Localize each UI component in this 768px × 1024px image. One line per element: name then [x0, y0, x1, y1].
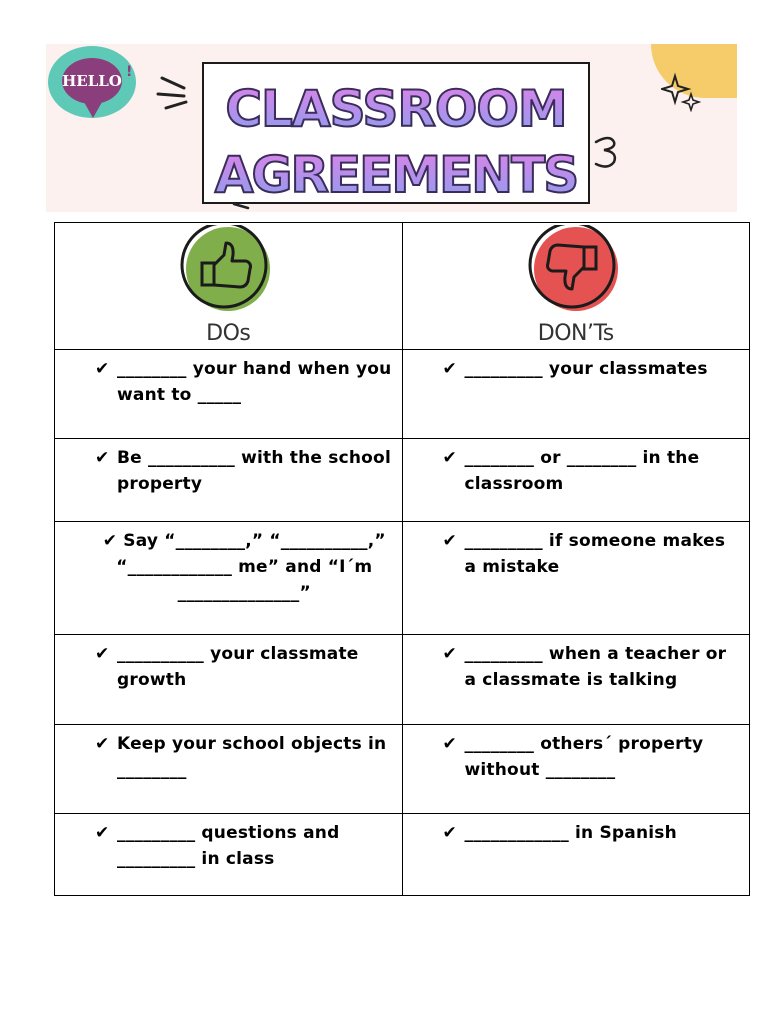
dash-lines-decoration [230, 200, 270, 214]
dont-text: _________ your classmates [464, 359, 708, 379]
do-text: __________ your classmate growth [117, 644, 359, 690]
title-line-2: AGREEMENTS [214, 146, 578, 202]
check-icon: ✔ [95, 823, 110, 843]
dos-header-cell [55, 223, 403, 350]
check-icon: ✔ [442, 644, 457, 664]
check-icon: ✔ [442, 734, 457, 754]
dont-text: ____________ in Spanish [464, 823, 677, 843]
hello-text: HELLO [62, 58, 122, 104]
do-text: Say “________,” “__________,” “____________ me” and “I´m ______________” [116, 531, 386, 603]
dont-cell [402, 635, 750, 725]
check-icon: ✔ [95, 448, 110, 468]
dont-text: ________ others´ property without ________ [464, 734, 704, 780]
check-icon: ✔ [442, 531, 457, 551]
dos-label: DOs [206, 321, 251, 346]
check-icon: ✔ [95, 734, 110, 754]
thumbs-down-icon [528, 225, 624, 319]
do-text: _________ questions and _________ in class [117, 823, 340, 869]
hello-exclamation: ! [126, 64, 133, 80]
title-graphic [204, 64, 588, 202]
do-text: Be __________ with the school property [117, 448, 391, 494]
do-cell [55, 725, 403, 814]
do-text: ________ your hand when you want to _____ [117, 359, 392, 405]
table-row [55, 439, 750, 522]
table-row [55, 522, 750, 635]
dont-cell [402, 725, 750, 814]
dont-cell [402, 439, 750, 522]
table-row [55, 725, 750, 814]
check-icon: ✔ [442, 823, 457, 843]
dont-cell [402, 522, 750, 635]
header-banner [46, 44, 737, 212]
agreements-table [54, 222, 750, 896]
dont-cell [402, 814, 750, 896]
do-cell [55, 522, 403, 635]
do-cell [55, 350, 403, 439]
title-box [202, 62, 590, 204]
check-icon: ✔ [442, 359, 457, 379]
check-icon: ✔ [95, 644, 110, 664]
hello-bubble-icon [48, 46, 136, 118]
donts-header-cell [402, 223, 750, 350]
burst-lines-icon [154, 72, 198, 112]
do-cell [55, 635, 403, 725]
dont-text: ________ or ________ in the classroom [464, 448, 700, 494]
table-row [55, 635, 750, 725]
dont-text: _________ if someone makes a mistake [464, 531, 726, 577]
do-cell [55, 439, 403, 522]
check-icon: ✔ [442, 448, 457, 468]
thumbs-up-icon [180, 225, 276, 319]
do-text: Keep your school objects in ________ [117, 734, 387, 780]
table-row [55, 350, 750, 439]
check-icon: ✔ [95, 359, 110, 379]
check-icon: ✔ [102, 531, 118, 551]
sparkle-icon [661, 72, 701, 112]
donts-label: DON’Ts [537, 321, 614, 346]
do-cell [55, 814, 403, 896]
table-row [55, 814, 750, 896]
table-header-row [55, 223, 750, 350]
dont-text: _________ when a teacher or a classmate is talking [464, 644, 727, 690]
dont-cell [402, 350, 750, 439]
squiggle-icon [592, 132, 636, 172]
title-line-1: CLASSROOM [225, 80, 567, 138]
